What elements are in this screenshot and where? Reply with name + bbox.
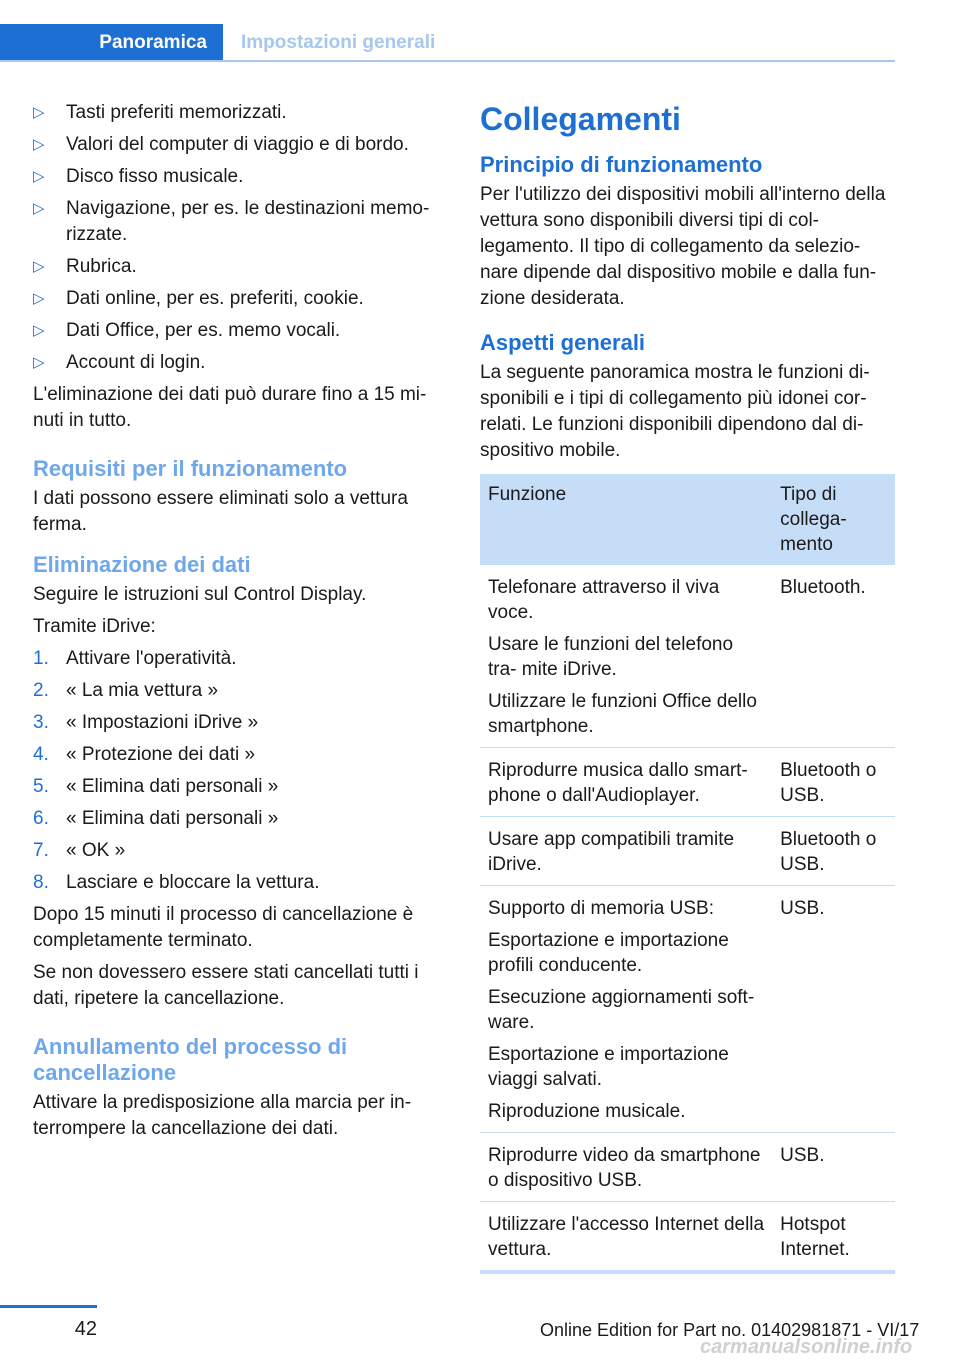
cell-funzione: Riprodurre musica dallo smart‐ phone o dall'Audioplayer. <box>480 748 772 817</box>
list-item: ▷ Rubrica. <box>33 254 446 280</box>
table-row <box>480 1133 895 1202</box>
list-item: ▷ Valori del computer di viaggio e di bordo. <box>33 132 446 158</box>
table-row <box>480 1202 895 1273</box>
step-item: 2. « La mia vettura » <box>33 680 219 701</box>
cell-tipo: USB. <box>772 886 895 1133</box>
heading-aspetti: Aspetti generali <box>480 330 646 355</box>
step-item: 1. Attivare l'operatività. <box>33 648 237 669</box>
heading-collegamenti: Collegamenti <box>480 101 681 137</box>
requisiti-paragraph: I dati possono essere eliminati solo a vettura ferma. <box>33 488 408 535</box>
dopo-paragraph: Dopo 15 minuti il processo di cancellazione è completamente terminato. <box>33 904 414 951</box>
annullamento-paragraph: Attivare la predisposizione alla marcia per in‐ terrompere la cancellazione dei dati. <box>33 1092 412 1139</box>
triangle-bullet-icon: ▷ <box>33 354 45 371</box>
se-non-paragraph: Se non dovessero essere stati cancellati tutti i dati, ripetere la cancellazione. <box>33 962 419 1009</box>
triangle-bullet-icon: ▷ <box>33 322 45 339</box>
watermark: carmanualsonline.info <box>700 1336 913 1358</box>
cell-tipo: Bluetooth. <box>772 565 895 748</box>
heading-eliminazione: Eliminazione dei dati <box>33 552 251 577</box>
step-item: 3. « Impostazioni iDrive » <box>33 712 259 733</box>
tab-impostazioni-generali[interactable]: Impostazioni generali <box>241 32 436 53</box>
triangle-bullet-icon: ▷ <box>33 104 45 121</box>
column-header-tipo: Tipo di collega‐ mento <box>772 474 895 565</box>
cell-tipo: Bluetooth o USB. <box>772 748 895 817</box>
table-header-row <box>480 474 895 565</box>
left-column <box>33 100 446 1148</box>
duration-paragraph: L'eliminazione dei dati può durare fino a 15 mi‐ nuti in tutto. <box>33 384 427 431</box>
page-number: 42 <box>74 1318 97 1340</box>
table-row <box>480 886 895 1133</box>
cell-tipo: Hotspot Internet. <box>772 1202 895 1273</box>
triangle-bullet-icon: ▷ <box>33 200 45 217</box>
right-column <box>480 100 895 1274</box>
step-item: 6. « Elimina dati personali » <box>33 808 279 829</box>
column-header-funzione: Funzione <box>480 474 772 565</box>
table-row <box>480 817 895 886</box>
tramite-paragraph: Tramite iDrive: <box>33 616 156 637</box>
heading-requisiti: Requisiti per il funzionamento <box>33 456 348 481</box>
cell-tipo: Bluetooth o USB. <box>772 817 895 886</box>
list-item: ▷ Account di login. <box>33 350 446 376</box>
aspetti-paragraph: La seguente panoramica mostra le funzioni di‐ sponibili e i tipi di collegamento più idonei cor‐ relati. Le funzioni disponibili dipendono dal di‐ spositivo mobile. <box>480 362 870 461</box>
heading-principio: Principio di funzionamento <box>480 152 763 177</box>
list-item: ▷ Disco fisso musicale. <box>33 164 446 190</box>
triangle-bullet-icon: ▷ <box>33 168 45 185</box>
cell-funzione: Telefonare attraverso il viva voce. Usare le funzioni del telefono tra‐ mite iDrive. Utilizzare le funzioni Office dello smartphone. <box>480 565 772 748</box>
table-row <box>480 748 895 817</box>
page-header <box>0 0 960 64</box>
cell-funzione: Supporto di memoria USB: Esportazione e importazione profili conducente. Esecuzione aggiornamenti soft‐ ware. Esportazione e importazione viaggi salvati. Riproduzione musicale. <box>480 886 772 1133</box>
cell-funzione: Usare app compatibili tramite iDrive. <box>480 817 772 886</box>
steps-list <box>33 646 446 896</box>
table-row <box>480 565 895 748</box>
list-item: ▷ Navigazione, per es. le destinazioni memo‐ rizzate. <box>33 198 430 245</box>
istruzioni-paragraph: Seguire le istruzioni sul Control Display. <box>33 584 367 605</box>
step-item: 4. « Protezione dei dati » <box>33 744 256 765</box>
footer-divider <box>0 1305 97 1308</box>
cell-funzione: Utilizzare l'accesso Internet della vettura. <box>480 1202 772 1273</box>
cell-funzione: Riprodurre video da smartphone o dispositivo USB. <box>480 1133 772 1202</box>
connections-table <box>480 474 895 1274</box>
list-item: ▷ Tasti preferiti memorizzati. <box>33 100 446 126</box>
edition-text: Online Edition for Part no. 01402981871 - VI/17 <box>540 1320 920 1340</box>
triangle-bullet-icon: ▷ <box>33 290 45 307</box>
tab-panoramica[interactable]: Panoramica <box>0 24 223 62</box>
triangle-bullet-icon: ▷ <box>33 136 45 153</box>
step-item: 7. « OK » <box>33 840 126 861</box>
data-bullet-list <box>33 100 446 376</box>
cell-tipo: USB. <box>772 1133 895 1202</box>
principio-paragraph: Per l'utilizzo dei dispositivi mobili all'interno della vettura sono disponibili diversi tipi di col‐ legamento. Il tipo di collegamento da selezio‐ nare dipende dal dispositivo mobile e dalla fun‐ zione desiderata. <box>480 184 886 309</box>
list-item: ▷ Dati online, per es. preferiti, cookie. <box>33 286 446 312</box>
step-item: 5. « Elimina dati personali » <box>33 776 279 797</box>
header-divider <box>0 60 895 62</box>
triangle-bullet-icon: ▷ <box>33 258 45 275</box>
heading-annullamento: Annullamento del processo di cancellazione <box>33 1034 348 1085</box>
list-item: ▷ Dati Office, per es. memo vocali. <box>33 318 446 344</box>
step-item: 8. Lasciare e bloccare la vettura. <box>33 872 320 893</box>
